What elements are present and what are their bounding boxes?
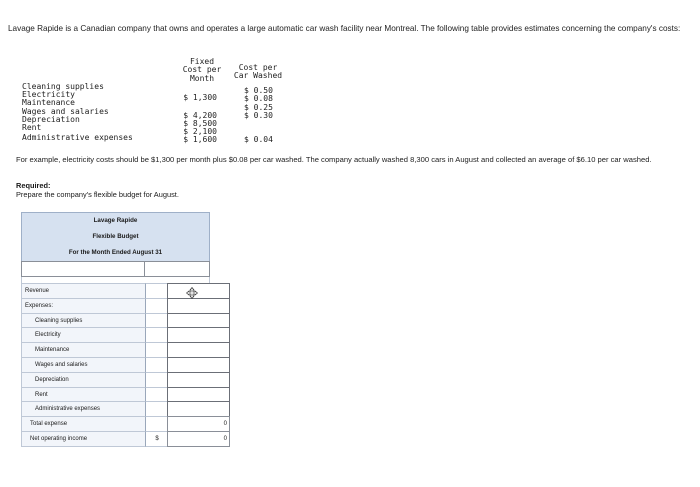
fixed-cost-header: Fixed Cost per Month	[182, 57, 222, 83]
row-label: Net operating income	[21, 431, 153, 447]
cost-variable: $ 0.30	[244, 111, 273, 120]
budget-column-header-row	[21, 261, 210, 277]
problem-intro: Lavage Rapide is a Canadian company that owns and operates a large automatic car wash facility near Montreal. The following table provides estimates concerning the company's costs:	[8, 24, 681, 33]
move-cursor-icon	[186, 287, 198, 299]
cost-variable: $ 0.08	[244, 94, 273, 103]
amount-input[interactable]	[167, 372, 230, 388]
amount-input[interactable]	[167, 342, 230, 358]
budget-title: Flexible Budget	[92, 233, 139, 240]
row-label: Revenue	[21, 283, 148, 299]
currency-cell	[145, 283, 169, 299]
cost-label: Depreciation	[22, 115, 80, 124]
row-label: Electricity	[21, 327, 158, 343]
row-label: Wages and salaries	[21, 357, 158, 373]
row-label: Maintenance	[21, 342, 158, 358]
cost-variable: $ 0.04	[244, 135, 273, 144]
budget-row-rent	[21, 387, 210, 402]
amount-input[interactable]	[167, 401, 230, 417]
budget-row-total-expense	[21, 416, 227, 431]
budget-row-wages	[21, 357, 210, 372]
budget-period: For the Month Ended August 31	[68, 249, 163, 256]
required-section	[16, 181, 179, 199]
cost-label: Administrative expenses	[22, 133, 133, 142]
row-label: Expenses:	[21, 298, 148, 314]
budget-row-electricity	[21, 327, 210, 342]
total-expense-value: 0	[167, 416, 230, 432]
currency-cell	[145, 342, 169, 358]
currency-cell	[145, 327, 169, 343]
net-operating-income-value: 0	[167, 431, 230, 447]
currency-cell	[145, 313, 169, 329]
currency-cell	[145, 416, 169, 432]
flexible-budget-table	[21, 212, 227, 446]
budget-row-depreciation	[21, 372, 210, 387]
amount-input[interactable]	[167, 327, 230, 343]
row-label: Total expense	[21, 416, 153, 432]
example-text: For example, electricity costs should be $1,300 per month plus $0.08 per car washed. The company actually washed 8,300 cars in August and collected an average of $6.10 per car washed.	[16, 155, 652, 164]
cost-fixed: $ 1,300	[183, 93, 217, 102]
cost-fixed: $ 2,100	[183, 127, 217, 136]
amount-input[interactable]	[167, 357, 230, 373]
currency-cell	[145, 357, 169, 373]
budget-row-cleaning	[21, 313, 210, 328]
cost-fixed: $ 1,600	[183, 135, 217, 144]
currency-cell	[145, 298, 169, 314]
budget-row-revenue	[21, 283, 210, 298]
amount-input[interactable]	[167, 283, 230, 299]
budget-header	[21, 212, 210, 261]
cost-variable: $ 0.50	[244, 86, 273, 95]
header-amount-input[interactable]	[144, 261, 210, 277]
budget-row-maintenance	[21, 342, 210, 357]
required-title: Required:	[16, 181, 51, 190]
budget-company: Lavage Rapide	[93, 217, 138, 224]
cost-estimates-table	[22, 58, 292, 148]
amount-input[interactable]	[167, 387, 230, 403]
currency-cell	[145, 372, 169, 388]
cost-label: Rent	[22, 123, 42, 132]
row-label: Administrative expenses	[21, 401, 158, 417]
cost-label: Maintenance	[22, 98, 75, 107]
currency-cell	[145, 387, 169, 403]
currency-cell: $	[145, 431, 169, 447]
cost-label: Wages and salaries	[22, 107, 109, 116]
amount-input[interactable]	[167, 313, 230, 329]
header-blank-label	[21, 261, 144, 277]
cost-variable: $ 0.25	[244, 103, 273, 112]
cost-fixed: $ 8,500	[183, 119, 217, 128]
cost-label: Cleaning supplies	[22, 82, 104, 91]
cost-label: Electricity	[22, 90, 75, 99]
row-label: Depreciation	[21, 372, 158, 388]
budget-row-administrative	[21, 401, 210, 416]
required-text: Prepare the company's flexible budget for August.	[16, 190, 179, 199]
currency-cell	[145, 401, 169, 417]
row-label: Rent	[21, 387, 158, 403]
variable-cost-header: Cost per Car Washed	[233, 63, 283, 81]
row-label: Cleaning supplies	[21, 313, 158, 329]
budget-row-expenses	[21, 298, 210, 313]
budget-row-net-operating-income	[21, 431, 227, 446]
amount-input[interactable]	[167, 298, 230, 314]
budget-rows	[21, 283, 227, 446]
cost-fixed: $ 4,200	[183, 111, 217, 120]
